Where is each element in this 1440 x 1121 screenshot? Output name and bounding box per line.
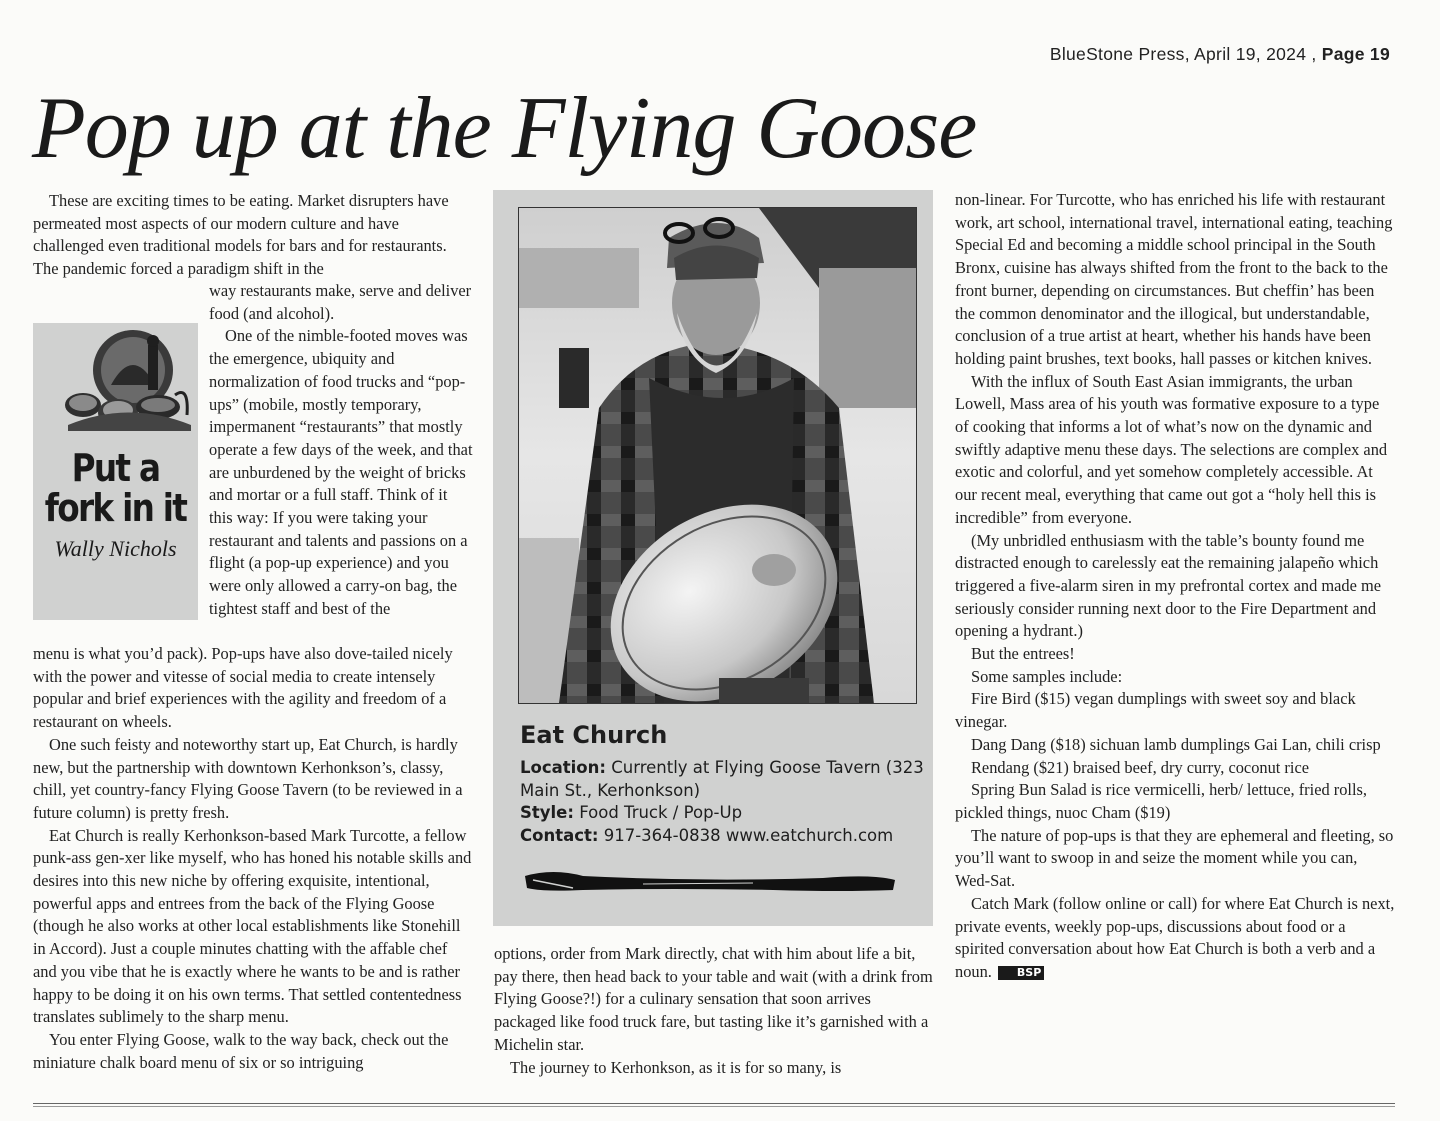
column-sidebar bbox=[33, 323, 198, 620]
style-line: Style: Food Truck / Pop-Up bbox=[520, 803, 743, 822]
footer-rule-secondary bbox=[33, 1106, 1395, 1107]
article-paragraph: Rendang ($21) braised beef, dry curry, coconut rice bbox=[971, 757, 1309, 777]
article-paragraph: non-linear. For Turcotte, who has enriched his life with restaurant work, art school, international travel, international eating, teaching Special Ed and becoming a middle school principal in the South Bronx, cuisine has always shifted from the front to the back to the front burner, depending on circumstances. But cheffin’ has been the common denominator and the illogical, but understandable, conclusion of a true artist at heart, whether his hands have been holding paint brushes, text books, hall passes or kitchen knives. bbox=[955, 190, 1393, 368]
article-paragraph: But the entrees! bbox=[971, 644, 1075, 664]
article-paragraph: Spring Bun Salad is rice vermicelli, herb/ lettuce, fried rolls, pickled things, nuoc Cham ($19) bbox=[955, 780, 1368, 822]
article-paragraph: One of the nimble-footed moves was the emergence, ubiquity and normalization of food trucks and “pop-ups” (mobile, mostly temporary, impermanent “restaurants” that mostly operate a few days of the week, and that are unburdened by the weight of bricks and mortar or a full staff. Think of it this way: If you were taking your restaurant and talents and passions on a flight (a pop-up experience) and you were only allowed a carry-on bag, the tightest staff and best of the bbox=[209, 326, 473, 618]
article-paragraph: These are exciting times to be eating. Market disrupters have permeated most aspects of our modern culture and have challenged even traditional models for bars and for restaurants. The pandemic forced a paradigm shift in the bbox=[33, 191, 449, 279]
page-number: Page 19 bbox=[1321, 44, 1390, 64]
article-column-2 bbox=[494, 943, 934, 1079]
article-paragraph: The journey to Kerhonkson, as it is for so many, is bbox=[510, 1057, 842, 1077]
article-paragraph: options, order from Mark directly, chat with him about life a bit, pay there, then head back to your table and wait (with a drink from Flying Goose?!) for a culinary sensation that soon arrives packaged like food truck fare, but tasting like it’s garnished with a Michelin star. bbox=[494, 944, 933, 1054]
article-paragraph: You enter Flying Goose, walk to the way back, check out the miniature chalk board menu of six or so intriguing bbox=[33, 1029, 449, 1072]
cooking-illustration-icon bbox=[63, 325, 195, 435]
article-paragraph: With the influx of South East Asian immigrants, the urban Lowell, Mass area of his youth was formative exposure to a type of cooking that informs a lot of what’s now on the dynamic and swiftly adaptive menu these days. The selections are complex and exotic and colorful, and yet somehow completely accessible. At our recent meal, everything that came out got a “holy hell this is incredible” from everyone. bbox=[955, 371, 1388, 527]
column-title: Put a fork in it bbox=[44, 446, 187, 530]
article-column-1-bottom bbox=[33, 643, 473, 1074]
article-paragraph: Fire Bird ($15) vegan dumplings with sweet soy and black vinegar. bbox=[955, 689, 1356, 732]
article-headline: Pop up at the Flying Goose bbox=[32, 80, 977, 177]
article-column-3 bbox=[955, 189, 1395, 984]
brush-stroke-divider bbox=[523, 866, 897, 904]
column-author: Wally Nichols bbox=[54, 536, 177, 561]
article-column-1-top bbox=[33, 190, 473, 281]
page-header bbox=[1050, 44, 1390, 65]
article-paragraph: Some samples include: bbox=[971, 666, 1123, 686]
article-paragraph: One such feisty and noteworthy start up, Eat Church, is hardly new, but the partnership with downtown Kerhonkson’s, classy, chill, yet country-fancy Flying Goose Tavern (to be reviewed in a future column) is pretty fresh. bbox=[33, 734, 463, 822]
chef-photo-illustration bbox=[519, 208, 916, 703]
end-mark: BSP bbox=[998, 966, 1044, 980]
article-paragraph: Catch Mark (follow online or call) for where Eat Church is next, private events, weekly pop-ups, discussions about food or a spirited conversation about how Eat Church is both a verb and a noun. BSP bbox=[955, 893, 1395, 981]
contact-line: Contact: 917-364-0838 www.eatchurch.com bbox=[520, 825, 894, 845]
chef-photo bbox=[518, 207, 917, 704]
footer-rule bbox=[33, 1103, 1395, 1104]
article-paragraph: The nature of pop-ups is that they are ephemeral and fleeting, so you’ll want to swoop in and seize the moment while you can, Wed-Sat. bbox=[955, 825, 1394, 891]
article-paragraph: menu is what you’d pack). Pop-ups have also dove-tailed nicely with the power and vitesse of social media to create intensely popular and brief experiences with the agility and freedom of a restaurant on wheels. bbox=[33, 644, 453, 732]
publication-dateline: BlueStone Press, April 19, 2024 , bbox=[1049, 44, 1322, 64]
article-paragraph: Dang Dang ($18) sichuan lamb dumplings Gai Lan, chili crisp bbox=[971, 734, 1381, 754]
restaurant-details bbox=[520, 757, 925, 847]
article-paragraph: Eat Church is really Kerhonkson-based Mark Turcotte, a fellow punk-ass gen-xer like myself, who has honed his notable skills and desires into this new niche by offering exquisite, intentional, powerful apps and entrees from the back of the Flying Goose (though he also works at other local establishments like Stonehill in Accord). Just a couple minutes chatting with the affable chef and you vibe that he is exactly where he wants to be and is rather happy to be doing it on his own terms. That settled contentedness translates sublimely to the sharp menu. bbox=[33, 825, 472, 1027]
article-paragraph: way restaurants make, serve and deliver food (and alcohol). bbox=[209, 281, 472, 323]
article-paragraph: (My unbridled enthusiasm with the table’s bounty found me distracted enough to carelessly eat the remaining jalapeño which triggered a five-alarm siren in my prefrontal cortex and made me seriously consider running next door to the Fire Department and opening a hydrant.) bbox=[955, 530, 1381, 641]
location-line: Location: Currently at Flying Goose Tavern (323 Main St., Kerhonkson) bbox=[520, 758, 924, 800]
article-column-1-wrap bbox=[209, 280, 473, 621]
restaurant-name: Eat Church bbox=[520, 721, 668, 749]
restaurant-info-box bbox=[493, 190, 933, 926]
